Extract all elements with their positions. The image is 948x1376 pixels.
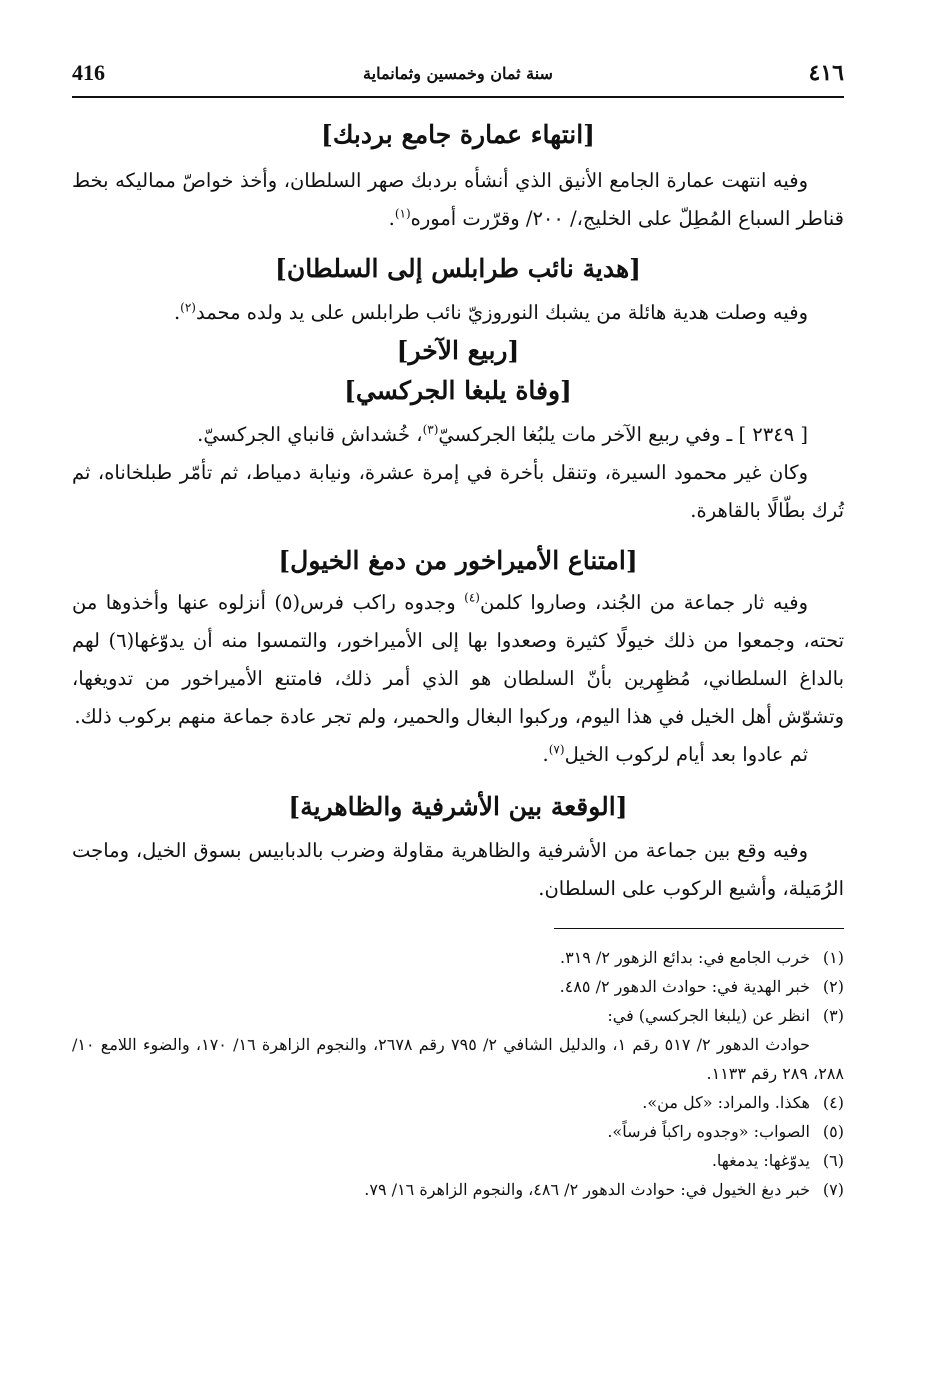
paragraph — [72, 832, 844, 908]
paragraph-text: وكان غير محمود السيرة، وتنقل بأخرة في إمرة عشرة، ونيابة دمياط، ثم تأمّر طبلخاناه، ثم تُرك بطّالًا بالقاهرة. — [72, 461, 844, 522]
footnote-number: (٢) — [822, 977, 844, 996]
footnote-text: خبر الهدية في: حوادث الدهور ٢/ ٤٨٥. — [559, 977, 810, 996]
footnote-number: (٥) — [822, 1122, 844, 1141]
footnote-ref: (٧) — [548, 742, 565, 757]
paragraph — [72, 162, 844, 238]
paragraph-tail: . — [388, 207, 395, 230]
page-header — [72, 52, 844, 98]
footnote-ref: (٤) — [464, 590, 480, 605]
footnote-ref: (١) — [394, 206, 411, 221]
page-number-arabic: ٤١٦ — [808, 60, 844, 86]
footnote-number: (٤) — [822, 1093, 844, 1112]
footnote — [72, 1117, 844, 1146]
footnote — [72, 1146, 844, 1175]
footnote — [72, 972, 844, 1001]
footnote — [72, 1088, 844, 1117]
paragraph-text: ثم عادوا بعد أيام لركوب الخيل — [564, 743, 808, 766]
footnote-text: خبر دبغ الخيول في: حوادث الدهور ٢/ ٤٨٦، والنجوم الزاهرة ١٦/ ٧٩. — [364, 1180, 810, 1199]
footnote-number: (٧) — [822, 1180, 844, 1199]
paragraph-text: وفيه ثار جماعة من الجُند، وصاروا كلمن — [479, 591, 808, 614]
paragraph — [72, 416, 844, 454]
paragraph — [72, 294, 844, 332]
paragraph-tail: . — [542, 743, 549, 766]
running-title: سنة ثمان وخمسين وثمانماية — [363, 64, 553, 83]
footnote-text: انظر عن (يلبغا الجركسي) في: — [607, 1006, 810, 1025]
paragraph-text: وفيه انتهت عمارة الجامع الأنيق الذي أنشأه بردبك صهر السلطان، وأخذ خواصّ مماليكه بخط قناطر السباع المُطِلّ على الخليج،/ ٢٠٠/ وقرّرت أموره — [72, 169, 844, 230]
paragraph — [72, 454, 844, 530]
main-text — [72, 120, 844, 1204]
paragraph-tail: ، خُشداش قانباي الجركسيّ. — [197, 423, 423, 446]
footnote-number: (٦) — [822, 1151, 844, 1170]
paragraph-text: وفيه وقع بين جماعة من الأشرفية والظاهرية مقاولة وضرب بالدبابيس بسوق الخيل، وماجت الرُمَيلة، وأشيع الركوب على السلطان. — [72, 839, 844, 900]
paragraph — [72, 584, 844, 736]
footnote-separator — [554, 928, 844, 929]
paragraph-text: [ ٢٣٤٩ ] ـ وفي ربيع الآخر مات يلبُغا الجركسيّ — [438, 423, 808, 446]
footnote-continuation — [72, 1030, 844, 1088]
footnote-ref: (٣) — [422, 422, 439, 437]
paragraph-tail: وجدوه راكب فرس(٥) أنزلوه عنها وأخذوها من تحته، وجمعوا من ذلك خيولًا كثيرة وصعدوا بها إلى الأميراخور، والتمسوا منه أن يدوّغها(٦) لهم بالداغ السلطاني، مُظهِرين بأنّ السلطان هو الذي أمر ذلك، فامتنع الأميراخور من تدويغها، وتشوّش أهل الخيل في هذا اليوم، وركبوا البغال والحمير، ولم تجر عادة جماعة منهم بركوب ذلك. — [72, 591, 845, 728]
footnotes — [72, 943, 844, 1204]
section-heading: [الوقعة بين الأشرفية والظاهرية] — [288, 792, 628, 821]
footnote — [72, 1175, 844, 1204]
footnote-number: (٣) — [822, 1006, 844, 1025]
month-heading: [ربيع الآخر] — [396, 336, 520, 365]
section-heading: [هدية نائب طرابلس إلى السلطان] — [275, 254, 641, 283]
section-heading: [انتهاء عمارة جامع بردبك] — [321, 120, 595, 149]
footnote-text: حوادث الدهور ٢/ ٥١٧ رقم ١، والدليل الشافي ٢/ ٧٩٥ رقم ٢٦٧٨، والنجوم الزاهرة ١٦/ ١٧٠، والضوء اللامع ١٠/ ٢٨٨، ٢٨٩ رقم ١١٣٣. — [72, 1035, 844, 1083]
paragraph-text: وفيه وصلت هدية هائلة من يشبك النوروزيّ نائب طرابلس على يد ولده محمد — [195, 301, 808, 324]
document-page — [72, 52, 844, 1352]
section-heading: [وفاة يلبغا الجركسي] — [344, 376, 572, 405]
footnote-text: الصواب: «وجدوه راكباً فرساً». — [607, 1122, 810, 1141]
footnote — [72, 943, 844, 972]
page-number-latin: 416 — [72, 60, 105, 85]
footnote-text: خرب الجامع في: بدائع الزهور ٢/ ٣١٩. — [560, 948, 810, 967]
section-heading: [امتناع الأميراخور من دمغ الخيول] — [278, 546, 638, 575]
footnote-number: (١) — [822, 948, 844, 967]
footnote-text: يدوّغها: يدمغها. — [711, 1151, 810, 1170]
paragraph-tail: . — [173, 301, 181, 324]
footnote-text: هكذا. والمراد: «كل من». — [642, 1093, 810, 1112]
footnote-ref: (٢) — [180, 300, 196, 315]
footnote — [72, 1001, 844, 1030]
paragraph — [72, 736, 844, 774]
